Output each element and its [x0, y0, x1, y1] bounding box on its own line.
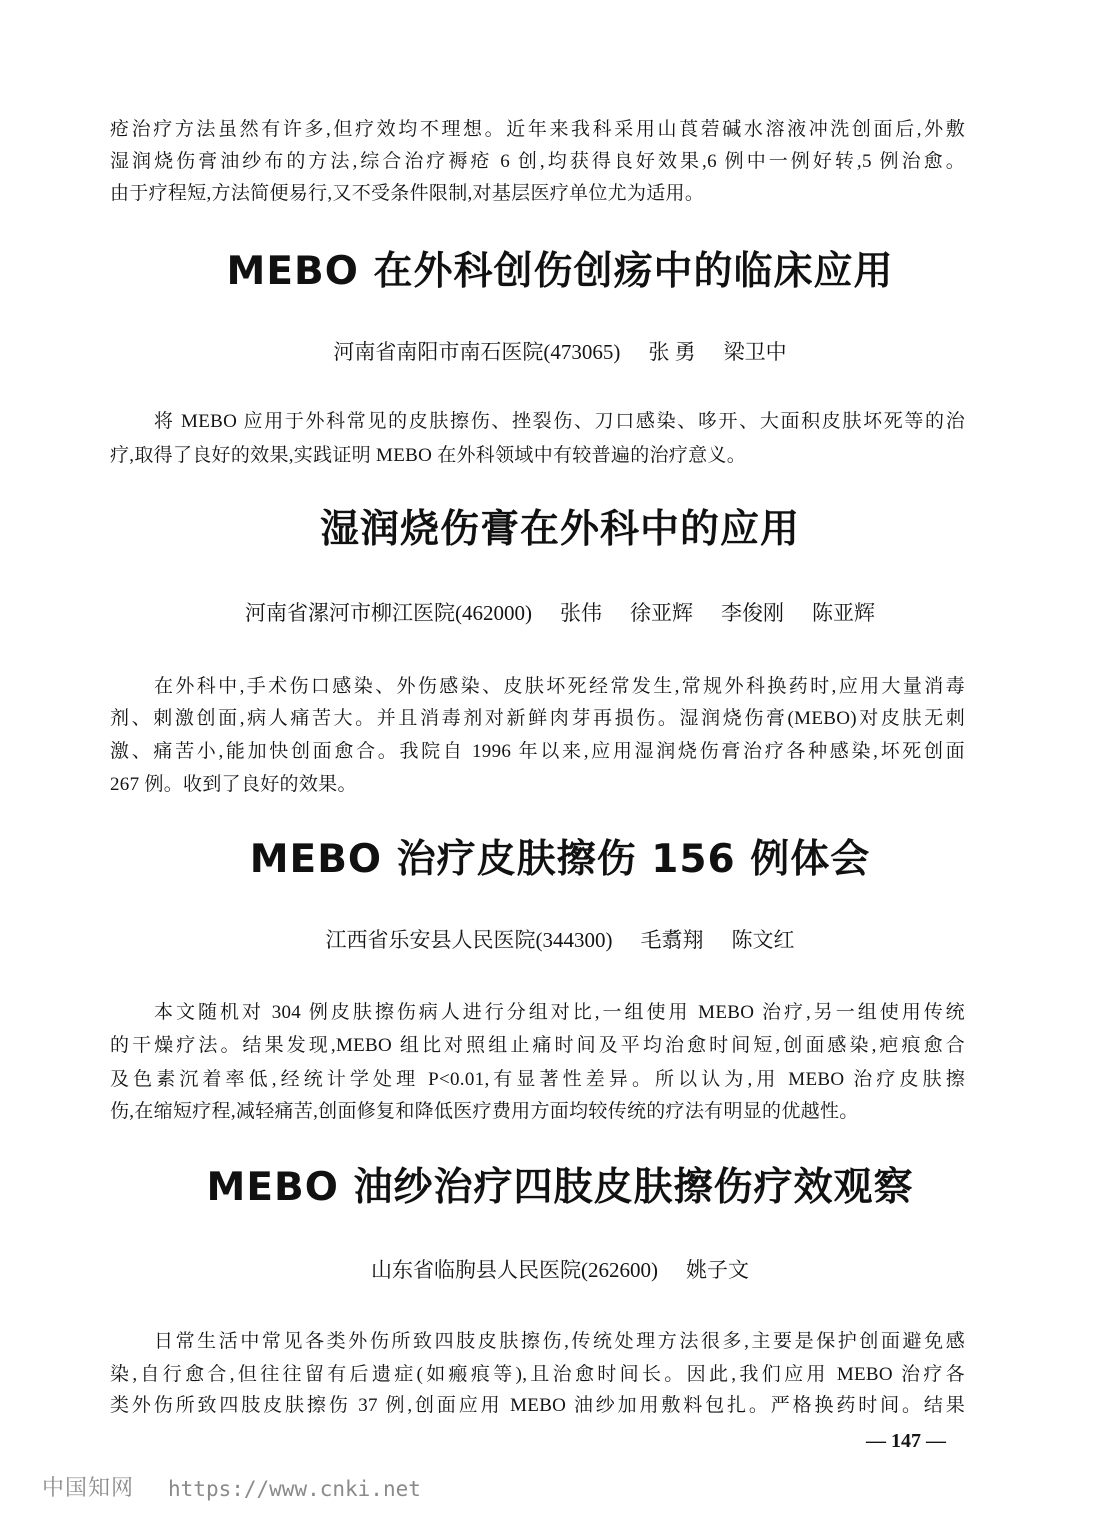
- body-line: 在外科中,手术伤口感染、外伤感染、皮肤坏死经常发生,常规外科换药时,应用大量消毒: [154, 676, 965, 697]
- author-name: 李俊刚: [721, 601, 784, 625]
- author-name: 张伟: [560, 601, 602, 625]
- author-name: 徐亚辉: [630, 601, 693, 625]
- author-name: 毛翥翔: [640, 928, 704, 952]
- page-number: — 147 —: [866, 1430, 946, 1452]
- article-byline: [0, 928, 1120, 952]
- article-byline: [0, 340, 1120, 364]
- article-title: MEBO 治疗皮肤擦伤 156 例体会: [249, 837, 871, 882]
- article-title: MEBO 在外科创伤创疡中的临床应用: [226, 249, 894, 294]
- body-line: 及色素沉着率低,经统计学处理 P<0.01,有显著性差异。所以认为,用 MEBO 治疗皮肤擦: [110, 1069, 965, 1090]
- body-line: 类外伤所致四肢皮肤擦伤 37 例,创面应用 MEBO 油纱加用敷料包扎。严格换药时间。结果: [110, 1395, 965, 1416]
- body-line: 由于疗程短,方法简便易行,又不受条件限制,对基层医疗单位尤为适用。: [110, 183, 705, 204]
- watermark-footer: [42, 1476, 421, 1502]
- author-name: 姚子文: [686, 1258, 749, 1282]
- author-name: 陈亚辉: [812, 601, 875, 625]
- body-line: 本文随机对 304 例皮肤擦伤病人进行分组对比,一组使用 MEBO 治疗,另一组使用传统: [154, 1002, 965, 1023]
- article-institution: 江西省乐安县人民医院(344300): [325, 928, 613, 952]
- article-title: 湿润烧伤膏在外科中的应用: [319, 507, 800, 552]
- watermark-url: https://www.cnki.net: [168, 1477, 421, 1501]
- article-institution: 山东省临朐县人民医院(262600): [371, 1258, 658, 1282]
- body-line: 伤,在缩短疗程,减轻痛苦,创面修复和降低医疗费用方面均较传统的疗法有明显的优越性。: [110, 1101, 859, 1122]
- body-line: 激、痛苦小,能加快创面愈合。我院自 1996 年以来,应用湿润烧伤膏治疗各种感染,坏死创面: [110, 741, 965, 762]
- body-line: 疗,取得了良好的效果,实践证明 MEBO 在外科领域中有较普遍的治疗意义。: [110, 445, 746, 466]
- body-line: 267 例。收到了良好的效果。: [110, 774, 357, 795]
- body-line: 染,自行愈合,但往往留有后遗症(如瘢痕等),且治愈时间长。因此,我们应用 MEBO 治疗各: [110, 1364, 965, 1385]
- body-line: 剂、刺激创面,病人痛苦大。并且消毒剂对新鲜肉芽再损伤。湿润烧伤膏(MEBO)对皮肤无刺: [110, 708, 965, 729]
- body-line: 日常生活中常见各类外伤所致四肢皮肤擦伤,传统处理方法很多,主要是保护创面避免感: [154, 1331, 965, 1352]
- body-line: 将 MEBO 应用于外科常见的皮肤擦伤、挫裂伤、刀口感染、哆开、大面积皮肤坏死等的治: [154, 411, 965, 432]
- article-byline: [0, 601, 1120, 625]
- article-byline: [0, 1258, 1120, 1282]
- body-line: 的干燥疗法。结果发现,MEBO 组比对照组止痛时间及平均治愈时间短,创面感染,疤痕愈合: [110, 1035, 965, 1056]
- author-name: 陈文红: [731, 928, 795, 952]
- body-line: 疮治疗方法虽然有许多,但疗效均不理想。近年来我科采用山莨菪碱水溶液冲洗创面后,外敷: [110, 119, 965, 140]
- body-line: 湿润烧伤膏油纱布的方法,综合治疗褥疮 6 创,均获得良好效果,6 例中一例好转,5 例治愈。: [110, 151, 965, 172]
- article-title: MEBO 油纱治疗四肢皮肤擦伤疗效观察: [206, 1165, 914, 1210]
- author-name: 梁卫中: [723, 340, 787, 364]
- article-institution: 河南省南阳市南石医院(473065): [333, 340, 621, 364]
- article-institution: 河南省漯河市柳江医院(462000): [245, 601, 532, 625]
- author-name: 张 勇: [648, 340, 696, 364]
- watermark-brand: 中国知网: [42, 1476, 135, 1501]
